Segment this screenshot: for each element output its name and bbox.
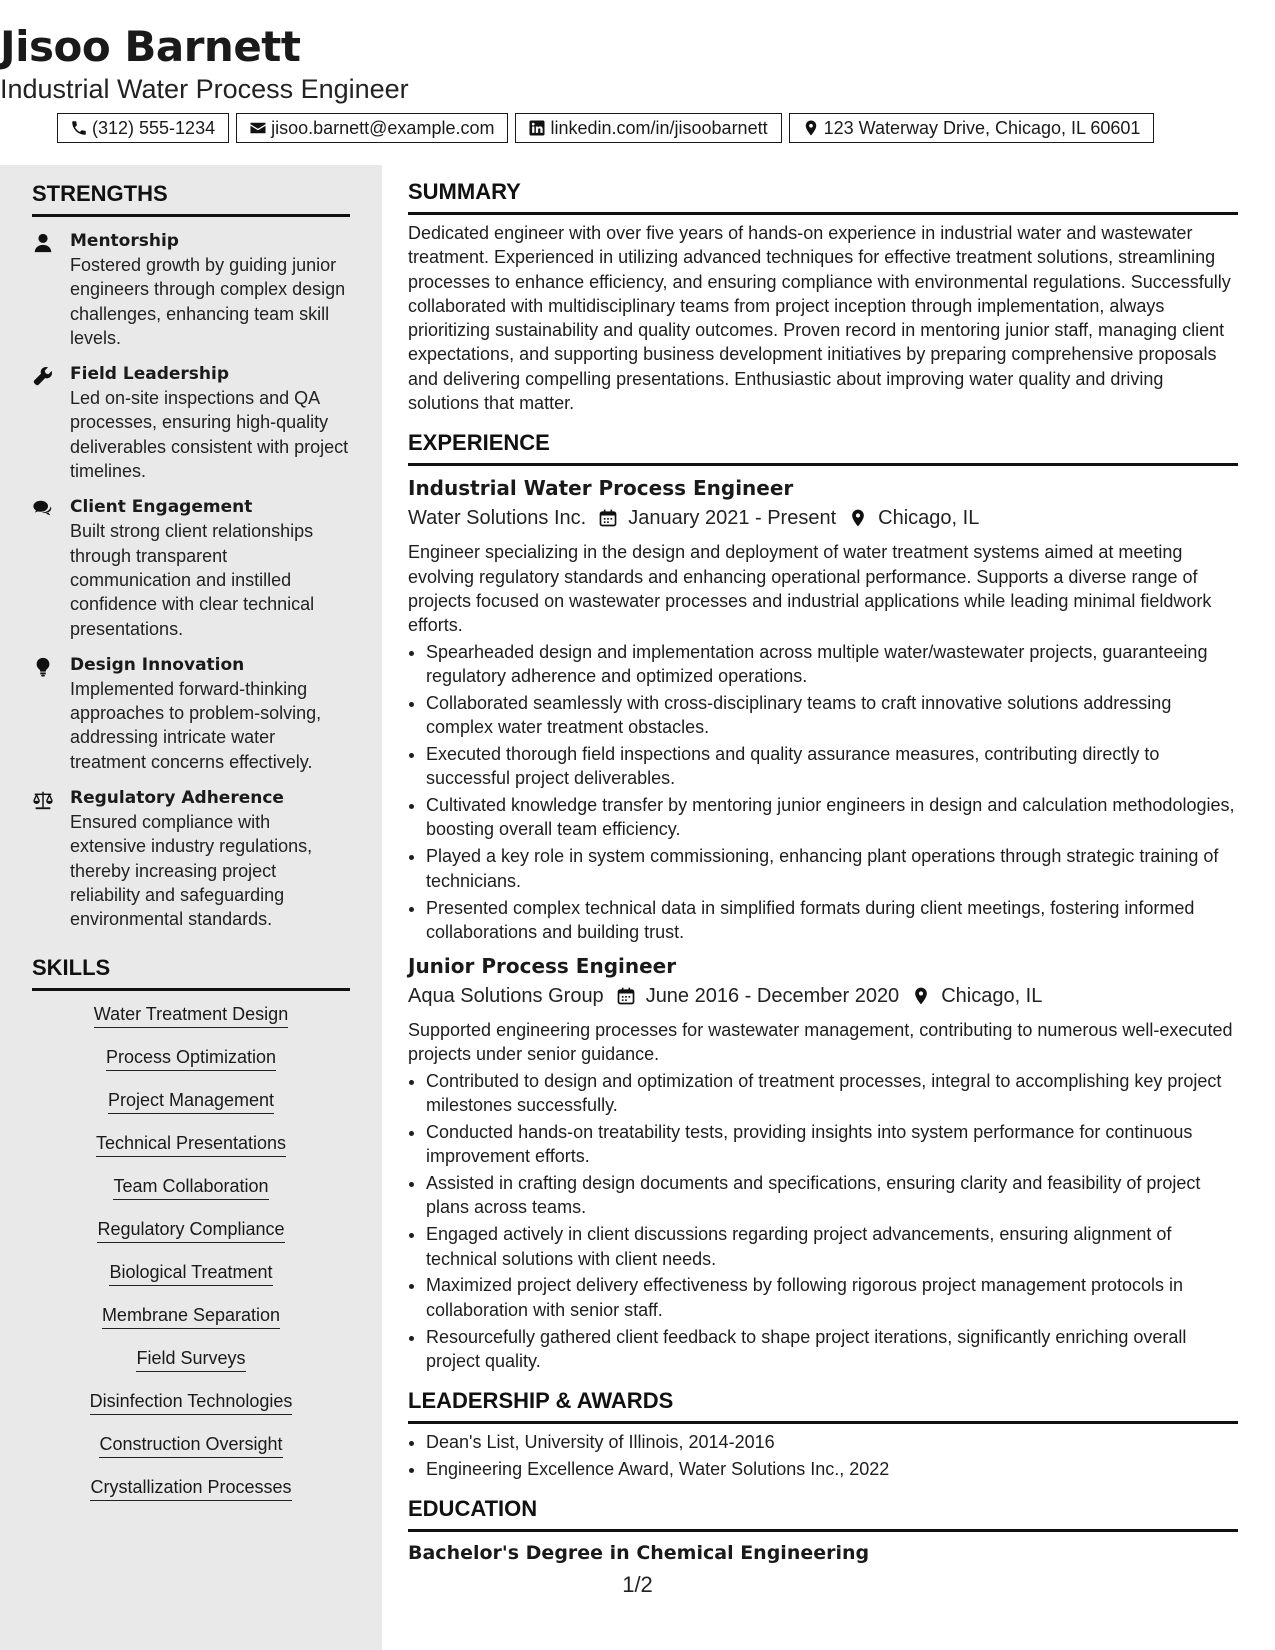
contact-phone — [57, 113, 229, 143]
job-meta — [408, 504, 1238, 532]
job-bullets — [408, 640, 1238, 945]
calendar-icon — [598, 508, 618, 528]
job-dates: June 2016 - December 2020 — [645, 985, 900, 1008]
skill-item: Crystallization Processes — [90, 1476, 291, 1501]
skill-item: Disinfection Technologies — [90, 1390, 293, 1415]
contact-linkedin[interactable] — [515, 113, 781, 143]
phone-text: (312) 555-1234 — [92, 117, 216, 138]
location-pin-icon — [802, 119, 820, 137]
experience-heading: EXPERIENCE — [408, 429, 1238, 466]
location-pin-icon — [911, 986, 931, 1006]
job-description: Engineer specializing in the design and deployment of water treatment systems aimed at meeting evolving regulatory standards and enhancing operational performance. Supports a diverse range of projects focused on wastewater processes and industrial applications while leading minimal fieldwork efforts. — [408, 542, 1212, 636]
skill-item: Field Surveys — [136, 1347, 245, 1372]
strength-item — [32, 362, 350, 483]
sidebar — [0, 165, 382, 1650]
job-bullet: • Collaborated seamlessly with cross-disciplinary teams to craft innovative solutions addressing complex water treatment obstacles. — [426, 691, 1238, 740]
job-company: Aqua Solutions Group — [408, 985, 604, 1008]
job-title: Industrial Water Process Engineer — [408, 476, 794, 501]
skill-item: Technical Presentations — [96, 1132, 286, 1157]
job-dates: January 2021 - Present — [628, 507, 837, 530]
main-content — [408, 178, 1238, 1566]
job-entry — [408, 474, 1238, 944]
address-text: 123 Waterway Drive, Chicago, IL 60601 — [823, 117, 1141, 138]
summary-heading: SUMMARY — [408, 178, 1238, 215]
skill-item: Construction Oversight — [99, 1433, 282, 1458]
scale-icon — [32, 789, 54, 811]
job-bullet: • Spearheaded design and implementation across multiple water/wastewater projects, guaranteeing regulatory adherence and optimized operations. — [426, 640, 1238, 689]
strength-desc: Implemented forward-thinking approaches to problem-solving, addressing intricate water treatment concerns effectively. — [70, 678, 322, 772]
job-bullet: • Played a key role in system commissioning, enhancing plant operations through strategic training of technicians. — [426, 844, 1238, 893]
strength-item — [32, 495, 350, 640]
job-bullet: • Conducted hands-on treatability tests, providing insights into system performance for continuous improvement efforts. — [426, 1120, 1238, 1169]
strength-desc: Built strong client relationships through transparent communication and instilled confidence with clear technical presentations. — [70, 521, 315, 639]
education-heading: EDUCATION — [408, 1495, 1238, 1532]
linkedin-text[interactable]: linkedin.com/in/jisoobarnett — [550, 117, 768, 138]
strength-title: Field Leadership — [70, 364, 230, 385]
job-bullet: • Cultivated knowledge transfer by mentoring junior engineers in design and calculation methodologies, boosting overall team efficiency. — [426, 793, 1238, 842]
contact-email[interactable] — [236, 113, 508, 143]
job-location: Chicago, IL — [878, 507, 980, 530]
skill-item: Project Management — [108, 1089, 274, 1114]
strength-title: Regulatory Adherence — [70, 788, 284, 809]
job-meta — [408, 982, 1238, 1010]
strength-title: Design Innovation — [70, 654, 245, 675]
strength-item — [32, 229, 350, 350]
job-location: Chicago, IL — [941, 985, 1043, 1008]
job-entry — [408, 952, 1238, 1373]
candidate-name: Jisoo Barnett — [0, 22, 301, 71]
location-pin-icon — [848, 508, 868, 528]
job-bullet: • Resourcefully gathered client feedback to shape project iterations, significantly enriching overall project quality. — [426, 1325, 1238, 1374]
strength-item — [32, 786, 350, 931]
strength-item — [32, 653, 350, 774]
contact-bar — [57, 113, 1154, 143]
award-item: • Dean's List, University of Illinois, 2014-2016 — [426, 1430, 1238, 1454]
job-company: Water Solutions Inc. — [408, 507, 587, 530]
strength-desc: Ensured compliance with extensive industry regulations, thereby increasing project reliability and safeguarding environmental standards. — [70, 812, 313, 930]
skills-heading: SKILLS — [32, 954, 350, 991]
skill-item: Regulatory Compliance — [97, 1218, 284, 1243]
candidate-title: Industrial Water Process Engineer — [0, 74, 409, 104]
skill-item: Membrane Separation — [102, 1304, 280, 1329]
page-number: 1/2 — [622, 1572, 653, 1597]
strength-title: Mentorship — [70, 231, 179, 251]
job-description: Supported engineering processes for wastewater management, contributing to numerous well-executed projects under senior guidance. — [408, 1020, 1233, 1065]
job-bullet: • Contributed to design and optimization of treatment processes, integral to accomplishing key project milestones successfully. — [426, 1069, 1238, 1118]
comments-icon — [32, 498, 54, 520]
award-item: • Engineering Excellence Award, Water Solutions Inc., 2022 — [426, 1457, 1238, 1481]
job-title: Junior Process Engineer — [408, 954, 677, 979]
contact-address — [789, 113, 1155, 143]
job-bullet: • Maximized project delivery effectiveness by following rigorous project management protocols in collaboration with senior staff. — [426, 1273, 1238, 1322]
job-bullet: • Presented complex technical data in simplified formats during client meetings, fostering informed collaborations and building trust. — [426, 896, 1238, 945]
user-icon — [32, 232, 54, 254]
envelope-icon — [249, 119, 267, 137]
email-text[interactable]: jisoo.barnett@example.com — [271, 117, 495, 138]
skill-item: Team Collaboration — [113, 1175, 268, 1200]
summary-text: Dedicated engineer with over five years of hands-on experience in industrial water and wastewater treatment. Experienced in utilizing advanced techniques for effective treatment solutions, streamlining processes to enhance efficiency, and ensuring compliance with environmental regulations. Successfully collaborated with multidisciplinary teams from project inception through implementation, always prioritizing sustainability and quality outcomes. Proven record in mentoring junior staff, managing client expectations, and supporting business development initiatives by preparing comprehensive proposals and delivering compelling presentations. Enthusiastic about improving water quality and driving solutions that matter. — [408, 223, 1231, 414]
strength-title: Client Engagement — [70, 497, 253, 518]
strength-desc: Led on-site inspections and QA processes, ensuring high-quality deliverables consistent with project timelines. — [70, 388, 349, 482]
skill-item: Water Treatment Design — [94, 1003, 288, 1028]
wrench-icon — [32, 365, 54, 387]
job-bullet: • Engaged actively in client discussions regarding project advancements, ensuring alignment of technical solutions with client needs. — [426, 1222, 1238, 1271]
awards-heading: LEADERSHIP & AWARDS — [408, 1387, 1238, 1424]
linkedin-icon — [528, 119, 546, 137]
phone-icon — [70, 119, 88, 137]
awards-list — [408, 1430, 1238, 1481]
job-bullet: • Executed thorough field inspections and quality assurance measures, contributing directly to successful project deliverables. — [426, 742, 1238, 791]
strengths-heading: STRENGTHS — [32, 180, 350, 217]
skill-item: Biological Treatment — [109, 1261, 272, 1286]
lightbulb-icon — [32, 656, 54, 678]
job-bullets — [408, 1069, 1238, 1374]
strength-desc: Fostered growth by guiding junior engineers through complex design challenges, enhancing team skill levels. — [70, 255, 346, 348]
skill-item: Process Optimization — [106, 1046, 276, 1071]
job-bullet: • Assisted in crafting design documents and specifications, ensuring clarity and feasibility of project plans across teams. — [426, 1171, 1238, 1220]
calendar-icon — [616, 986, 636, 1006]
skills-list — [32, 1003, 350, 1501]
education-degree: Bachelor's Degree in Chemical Engineering — [408, 1542, 870, 1565]
